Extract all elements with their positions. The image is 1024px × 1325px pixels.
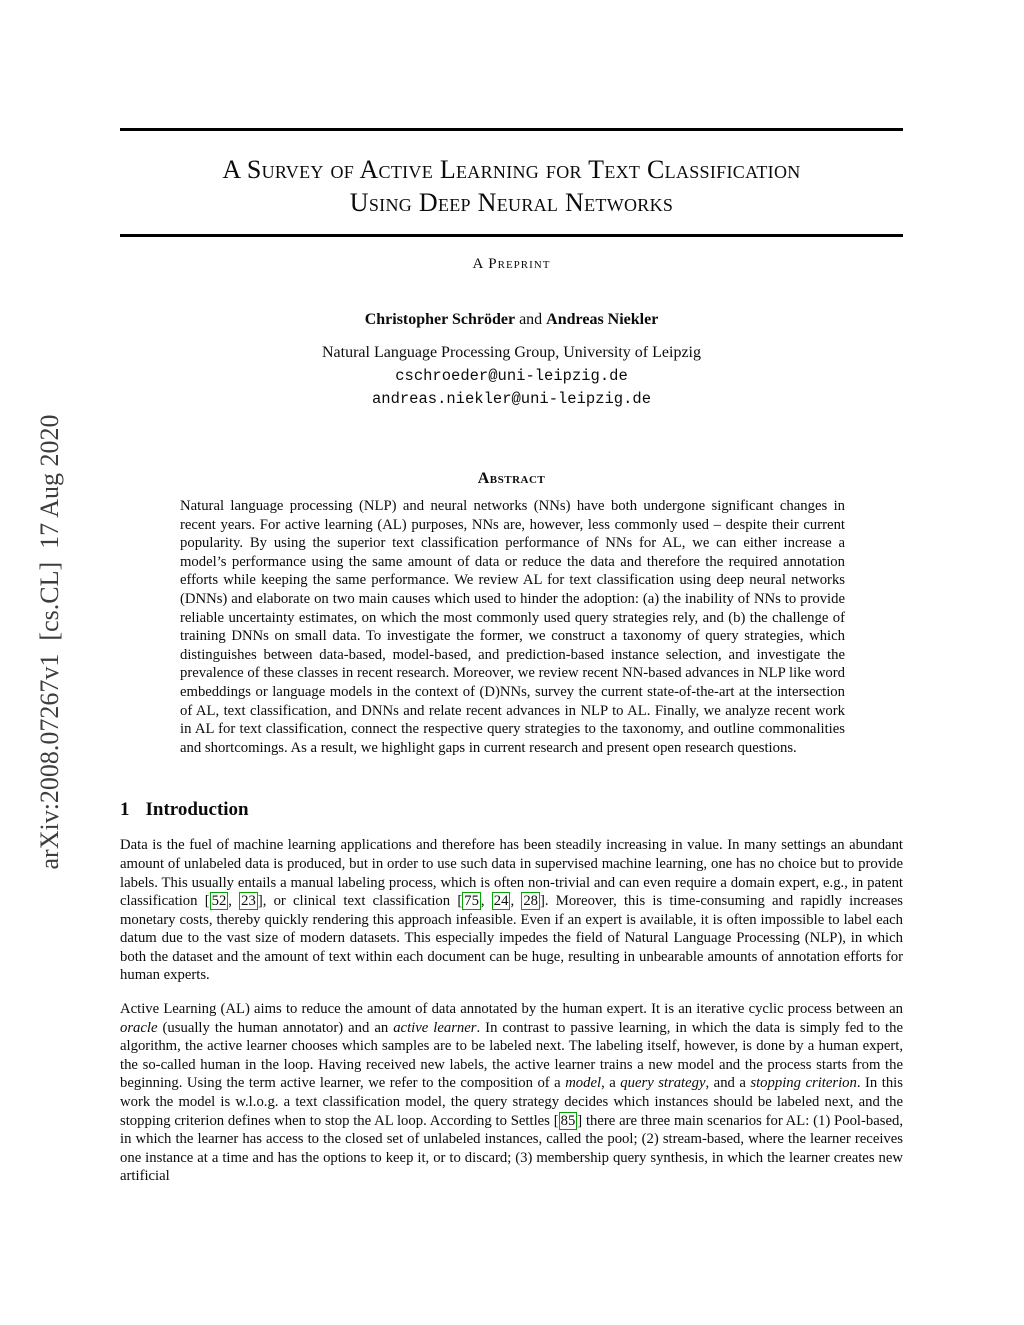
email-1: cschroeder@uni-leipzig.de: [395, 367, 628, 385]
citation-link[interactable]: 28: [523, 893, 538, 910]
citation-link[interactable]: 23: [241, 893, 256, 910]
citation-link[interactable]: 52: [211, 893, 227, 910]
affiliation: Natural Language Processing Group, University of Leipzig: [321, 344, 701, 361]
section-heading-introduction: [120, 799, 903, 821]
title-rule-top: [120, 128, 903, 131]
section-number: 1: [120, 799, 130, 821]
title-line-2: Using Deep Neural Networks: [349, 188, 674, 217]
email-2: andreas.niekler@uni-leipzig.de: [371, 390, 652, 408]
title-line-1: A Survey of Active Learning for Text Classification: [222, 155, 801, 184]
arxiv-stamp: arXiv:2008.07267v1 [cs.CL] 17 Aug 2020: [35, 414, 64, 870]
paper-title: [120, 153, 903, 219]
title-rule-bottom: [120, 234, 903, 237]
paper-content: [120, 128, 903, 1186]
abstract-text: Natural language processing (NLP) and neural networks (NNs) have both undergone significant changes in recent years. For active learning (AL) purposes, NNs are, however, less commonly used – despite their current popularity. By using the superior text classification performance of NNs for AL, we can either increase a model’s performance using the same amount of data or reduce the data and therefore the required annotation efforts while keeping the same performance. We review AL for text classification using deep neural networks (DNNs) and elaborate on two main causes which used to hinder the adoption: (a) the inability of NNs to provide reliable uncertainty estimates, on which the most commonly used query strategies rely, and (b) the challenge of training DNNs on small data. To investigate the former, we construct a taxonomy of query strategies, which distinguishes between data-based, model-based, and prediction-based instance selection, and investigate the prevalence of these classes in recent research. Moreover, we review recent NN-based advances in NLP like word embeddings or language models in the context of (D)NNs, survey the current state-of-the-art at the intersection of AL, text classification, and DNNs and relate recent advances in NLP to AL. Finally, we analyze recent work in AL for text classification, connect the respective query strategies to the taxonomy, and outline commonalities and shortcomings. As a result, we highlight gaps in current research and present open research questions.: [180, 498, 845, 756]
citation-link[interactable]: 24: [493, 893, 509, 910]
preprint-label: A Preprint: [472, 256, 551, 272]
citation-link[interactable]: 75: [464, 893, 479, 910]
intro-paragraph-2: Active Learning (AL) aims to reduce the amount of data annotated by the human expert. It is an iterative cyclic process between an oracle (usually the human annotator) and an active learner. In contrast to passive learning, in which the data is simply fed to the algorithm, the active learner chooses which samples are to be labeled next. The labeling itself, however, is done by a human expert, the so-called human in the loop. Having received new labels, the active learner trains a new model and the process starts from the beginning. Using the term active learner, we refer to the composition of a model, a query strategy, and a stopping criterion. In this work the model is w.l.o.g. a text classification model, the query strategy decides which instances should be labeled next, and the stopping criterion defines when to stop the AL loop. According to Settles [ 85 ] there are three main scenarios for AL: (1) Pool-based, in which the learner has access to the closed set of unlabeled instances, called the pool; (2) stream-based, where the learner receives one instance at a time and has the options to keep it, or to discard; (3) membership query synthesis, in which the learner creates new artificial: [120, 1001, 903, 1185]
section-title: Introduction: [145, 799, 249, 821]
intro-paragraph-1: Data is the fuel of machine learning applications and therefore has been steadily increasing in value. In many settings an abundant amount of unlabeled data is produced, but in order to use such data in supervised machine learning, one has no choice but to provide labels. This usually entails a manual labeling process, which is often non-trivial and can even require a domain expert, e.g., in patent classification [ 52 , 23 ], or clinical text classification [ 75 , 24 , 28 ]. Moreover, this is time-consuming and rapidly increases monetary costs, thereby quickly rendering this approach infeasible. Even if an expert is available, it is often impossible to label each datum due to the vast size of modern datasets. This especially impedes the field of Natural Language Processing (NLP), in which both the dataset and the amount of text within each document can be huge, resulting in unbearable amounts of annotation efforts for human experts.: [120, 837, 903, 984]
citation-link[interactable]: 85: [560, 1112, 576, 1129]
abstract-heading: Abstract: [477, 470, 546, 487]
authors-line: Christopher Schröder and Andreas Niekler: [364, 311, 659, 328]
